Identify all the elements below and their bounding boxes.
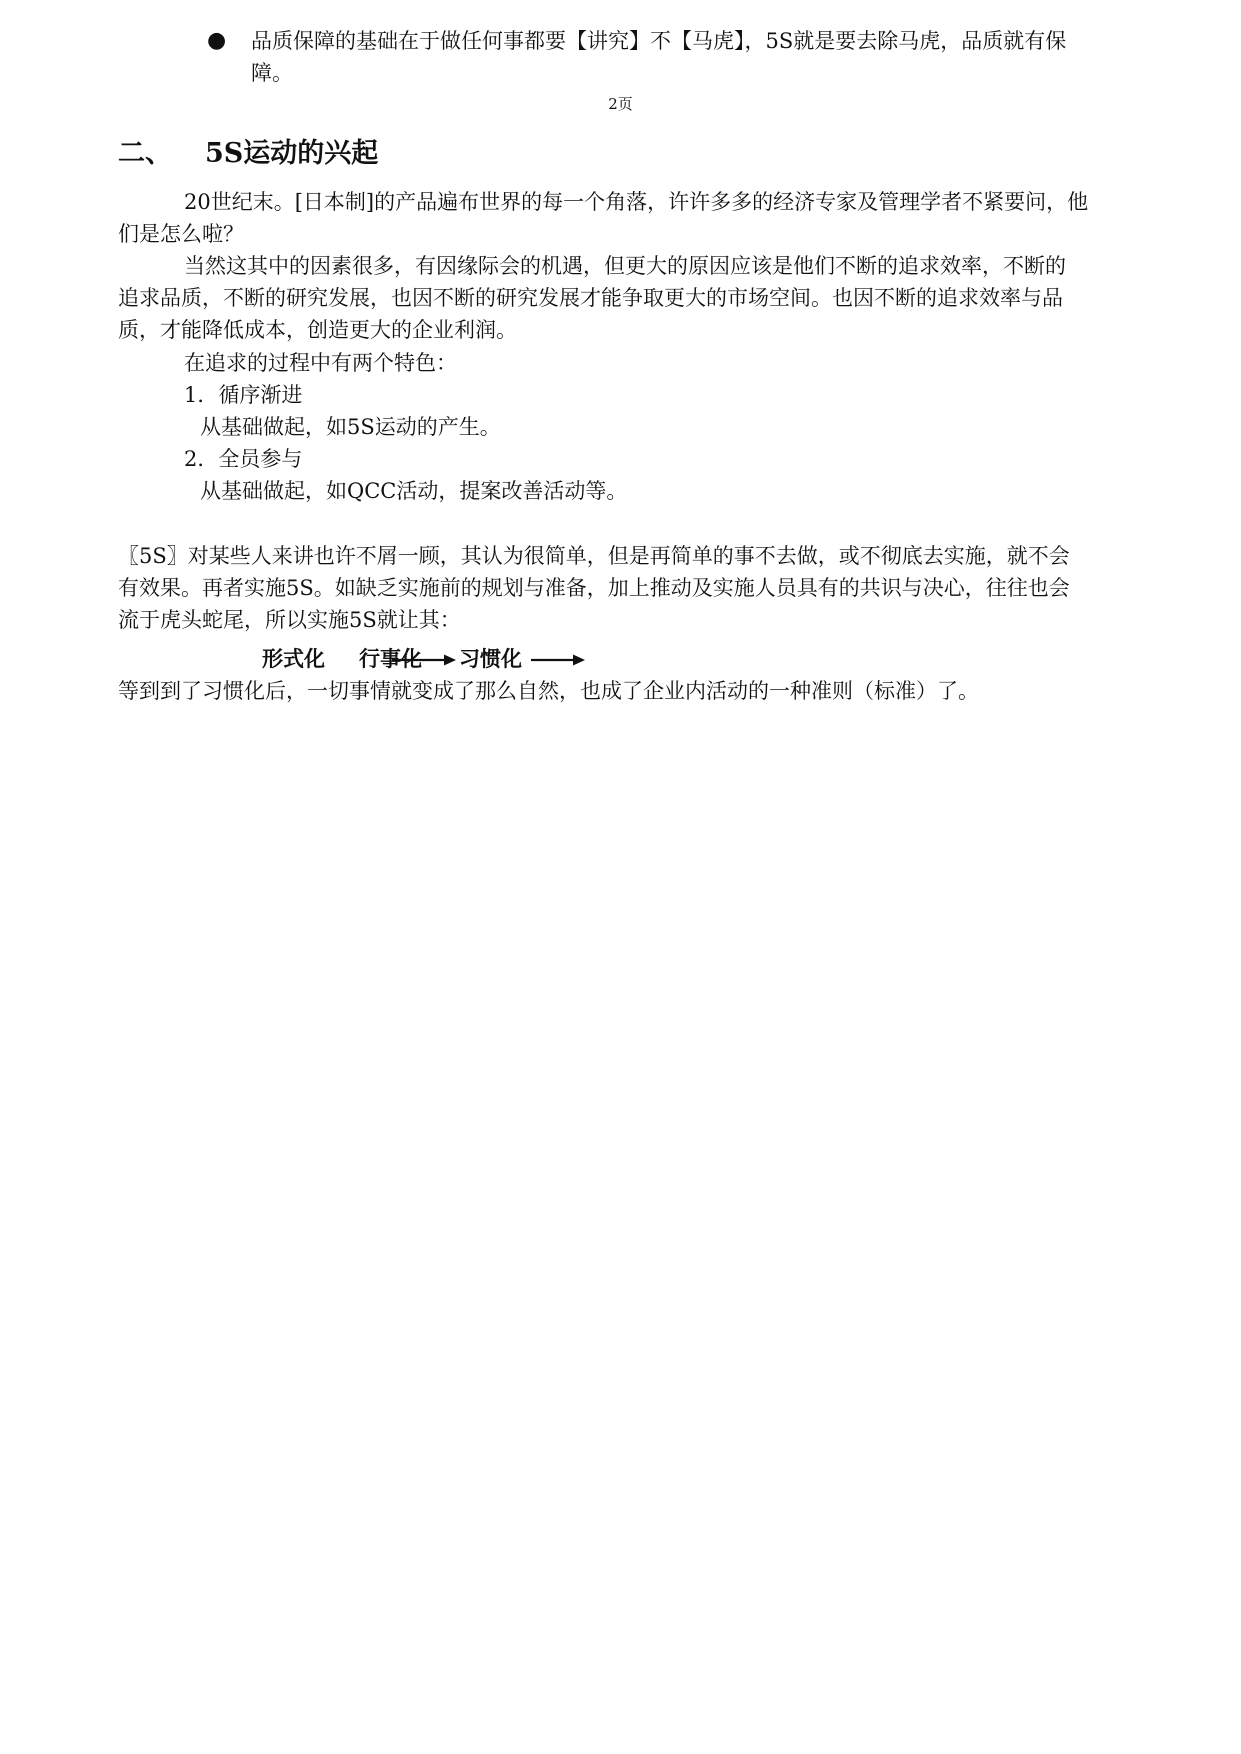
bullet-text-line-1: 品质保障的基础在于做任何事都要【讲究】不【马虎】，5S就是要去除马虎，品质就有保	[251, 29, 1067, 53]
flow-step-3: 习惯化	[459, 647, 522, 671]
flow-arrows	[262, 643, 592, 675]
paragraph-3-line-2: 有效果。再者实施5S。如缺乏实施前的规划与准备，加上推动及实施人员具有的共识与决心，往往也会	[118, 576, 1070, 600]
flow-step-2: 行事化	[359, 647, 422, 671]
feature-2-title: 2．全员参与	[184, 447, 303, 471]
paragraph-2-line-3: 质，才能降低成本，创造更大的企业利润。	[118, 318, 517, 342]
page-number: 2页	[608, 95, 633, 113]
feature-1-title: 1．循序渐进	[184, 383, 303, 407]
closing-paragraph: 等到到了习惯化后，一切事情就变成了那么自然，也成了企业内活动的一种准则（标准）了。	[118, 679, 979, 703]
arrow-right-icon	[531, 655, 585, 666]
paragraph-3-line-1: 〖5S〗对某些人来讲也许不屑一顾，其认为很简单，但是再简单的事不去做，或不彻底去实施，就不会	[118, 544, 1070, 568]
bullet-text-line-2: 障。	[251, 61, 293, 85]
paragraph-3-line-3: 流于虎头蛇尾，所以实施5S就让其：	[118, 608, 461, 632]
paragraph-1-line-1: 20世纪末。[日本制]的产品遍布世界的每一个角落，许许多多的经济专家及管理学者不紧要问，他	[184, 190, 1089, 214]
section-title: 5S运动的兴起	[205, 138, 379, 169]
features-intro: 在追求的过程中有两个特色：	[184, 351, 457, 375]
section-number: 二、	[118, 138, 172, 169]
feature-1-detail: 从基础做起，如5S运动的产生。	[200, 415, 501, 439]
paragraph-1-line-2: 们是怎么啦？	[118, 222, 244, 246]
paragraph-2-line-2: 追求品质，不断的研究发展，也因不断的研究发展才能争取更大的市场空间。也因不断的追求效率与品	[118, 286, 1063, 310]
process-flow	[262, 643, 592, 675]
flow-step-1: 形式化	[262, 647, 325, 671]
bullet-dot: ●	[207, 28, 227, 53]
arrow-right-icon	[392, 655, 456, 666]
feature-2-detail: 从基础做起，如QCC活动，提案改善活动等。	[200, 479, 628, 503]
paragraph-2-line-1: 当然这其中的因素很多，有因缘际会的机遇，但更大的原因应该是他们不断的追求效率，不断的	[184, 254, 1066, 278]
